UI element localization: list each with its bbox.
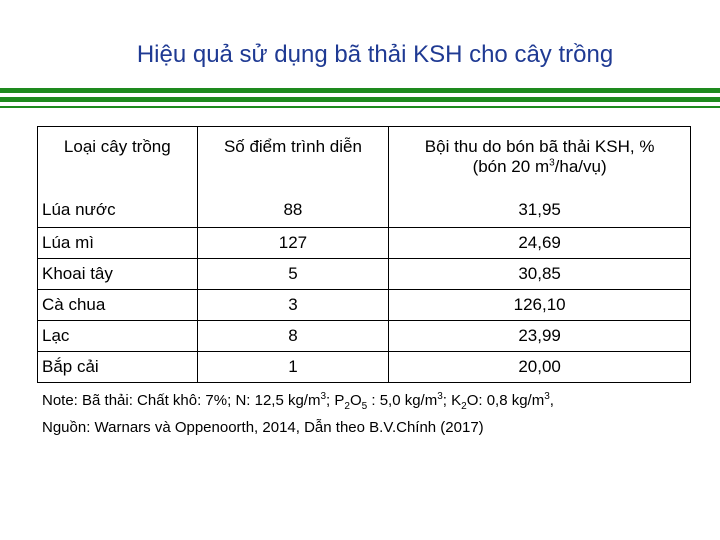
cell-points: 8 bbox=[197, 321, 389, 352]
table-row bbox=[38, 259, 691, 290]
header-crop: Loại cây trồng bbox=[38, 127, 198, 194]
header-yield-line2: (bón 20 $m^3/ha/vụ$) bbox=[472, 157, 607, 176]
cell-yield: 24,69 bbox=[389, 228, 691, 259]
table-header-row bbox=[38, 127, 691, 194]
yield-table bbox=[37, 126, 691, 383]
table-row bbox=[38, 290, 691, 321]
cell-crop: Lúa mì bbox=[38, 228, 198, 259]
cell-yield: 126,10 bbox=[389, 290, 691, 321]
cell-crop: Cà chua bbox=[38, 290, 198, 321]
accent-bar-1 bbox=[0, 88, 720, 93]
table-row bbox=[38, 193, 691, 228]
cell-points: 127 bbox=[197, 228, 389, 259]
cell-yield: 23,99 bbox=[389, 321, 691, 352]
cell-points: 88 bbox=[197, 193, 389, 228]
page-title: Hiệu quả sử dụng bã thải KSH cho cây trồng bbox=[136, 41, 614, 68]
accent-bar-2 bbox=[0, 97, 720, 102]
cell-crop: Lúa nước bbox=[38, 193, 198, 228]
note-source: Nguồn: Warnars và Oppenoorth, 2014, Dẫn theo B.V.Chính (2017) bbox=[42, 419, 484, 436]
table-row bbox=[38, 352, 691, 383]
cell-crop: Lạc bbox=[38, 321, 198, 352]
header-yield bbox=[389, 127, 691, 194]
cell-yield: 31,95 bbox=[389, 193, 691, 228]
table-row bbox=[38, 228, 691, 259]
note-composition: Note: Bã thải: Chất khô: 7%; N: 12,5 $kg/m^3$; $P_2O_5$ : 5,0 $kg/m^3$; $K_2O$: 0,8 $kg/m^3$, bbox=[42, 391, 554, 412]
cell-points: 5 bbox=[197, 259, 389, 290]
title-underline-bars bbox=[0, 88, 720, 108]
cell-yield: 30,85 bbox=[389, 259, 691, 290]
header-yield-line1: Bội thu do bón bã thải KSH, % bbox=[424, 137, 655, 156]
header-points: Số điểm trình diễn bbox=[197, 127, 389, 194]
cell-points: 1 bbox=[197, 352, 389, 383]
cell-points: 3 bbox=[197, 290, 389, 321]
table-row bbox=[38, 321, 691, 352]
cell-yield: 20,00 bbox=[389, 352, 691, 383]
cell-crop: Bắp cải bbox=[38, 352, 198, 383]
cell-crop: Khoai tây bbox=[38, 259, 198, 290]
footnote bbox=[42, 386, 702, 438]
accent-bar-3 bbox=[0, 106, 720, 108]
